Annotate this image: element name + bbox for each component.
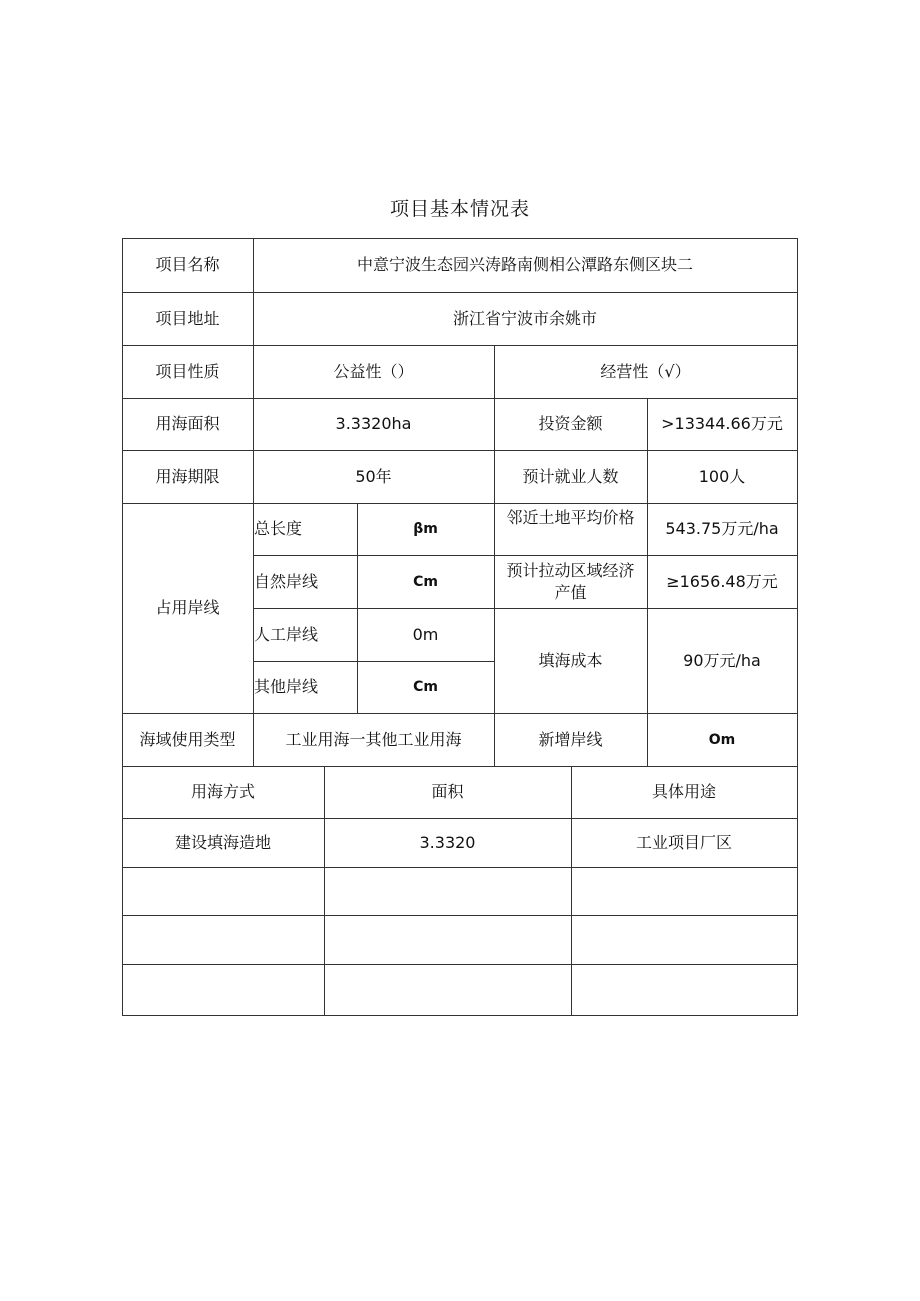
- project-name-value: 中意宁波生态园兴涛路南侧相公潭路东侧区块二: [356, 255, 693, 274]
- investment-label: 投资金额: [538, 414, 603, 433]
- investment-value: >13344.66万元: [661, 414, 783, 433]
- shoreline-natural-label: 自然岸线: [254, 571, 319, 591]
- nature-public: 公益性（）: [333, 361, 414, 381]
- usage-empty-row: [122, 915, 324, 964]
- usage-empty-row: [571, 867, 797, 915]
- shoreline-total-label: 总长度: [254, 519, 303, 538]
- usage-empty-row: [122, 867, 324, 915]
- sea-term-value: 50年: [355, 466, 392, 486]
- fill-cost-label: 填海成本: [538, 650, 603, 670]
- usage-row-purpose: 工业项目厂区: [635, 832, 732, 852]
- sea-area-label: 用海面积: [155, 414, 220, 433]
- usage-empty-row: [324, 915, 571, 964]
- fill-cost-value: 90万元∕ha: [683, 650, 761, 670]
- land-price-value: 543.75万元∕ha: [665, 519, 779, 538]
- new-shoreline-value: Om: [708, 731, 736, 748]
- land-price-label: 邻近土地平均价格: [506, 508, 635, 527]
- usage-header-purpose: 具体用途: [651, 782, 716, 801]
- usage-row-method: 建设填海造地: [174, 832, 271, 852]
- project-nature-label: 项目性质: [155, 361, 220, 381]
- shoreline-natural-value: Cm: [413, 573, 438, 590]
- project-name-label: 项目名称: [155, 255, 220, 274]
- usage-empty-row: [571, 915, 797, 964]
- sea-use-type-label: 海域使用类型: [139, 729, 236, 749]
- shoreline-other-label: 其他岸线: [254, 677, 319, 696]
- usage-empty-row: [324, 964, 571, 1015]
- project-address-value: 浙江省宁波市余姚市: [452, 308, 597, 328]
- usage-empty-row: [324, 867, 571, 915]
- table-border-bottom: [122, 1015, 798, 1016]
- usage-row-area: 3.3320: [419, 832, 476, 852]
- usage-header-method: 用海方式: [190, 782, 255, 801]
- jobs-value: 100人: [698, 466, 746, 486]
- shoreline-total-value: βm: [413, 521, 438, 537]
- shoreline-artificial-label: 人工岸线: [254, 624, 319, 644]
- sea-term-label: 用海期限: [155, 466, 220, 486]
- usage-empty-row: [571, 964, 797, 1015]
- economic-output-value: ≥1656.48万元: [666, 571, 778, 591]
- shoreline-artificial-value: 0m: [412, 624, 439, 644]
- nature-commercial: 经营性（√）: [600, 361, 691, 381]
- usage-header-area: 面积: [431, 782, 464, 801]
- usage-empty-row: [122, 964, 324, 1015]
- jobs-label: 预计就业人数: [522, 466, 619, 486]
- sea-use-type-value: 工业用海一其他工业用海: [285, 729, 462, 749]
- new-shoreline-label: 新增岸线: [538, 729, 603, 749]
- page-title: 项目基本情况表: [389, 198, 530, 220]
- shoreline-other-value: Cm: [413, 679, 438, 695]
- economic-output-label: 预计拉动区域经济产值: [506, 560, 635, 602]
- project-address-label: 项目地址: [155, 308, 220, 328]
- shoreline-label: 占用岸线: [155, 598, 220, 617]
- table-border-right: [797, 238, 798, 1016]
- sea-area-value: 3.3320ha: [335, 414, 412, 433]
